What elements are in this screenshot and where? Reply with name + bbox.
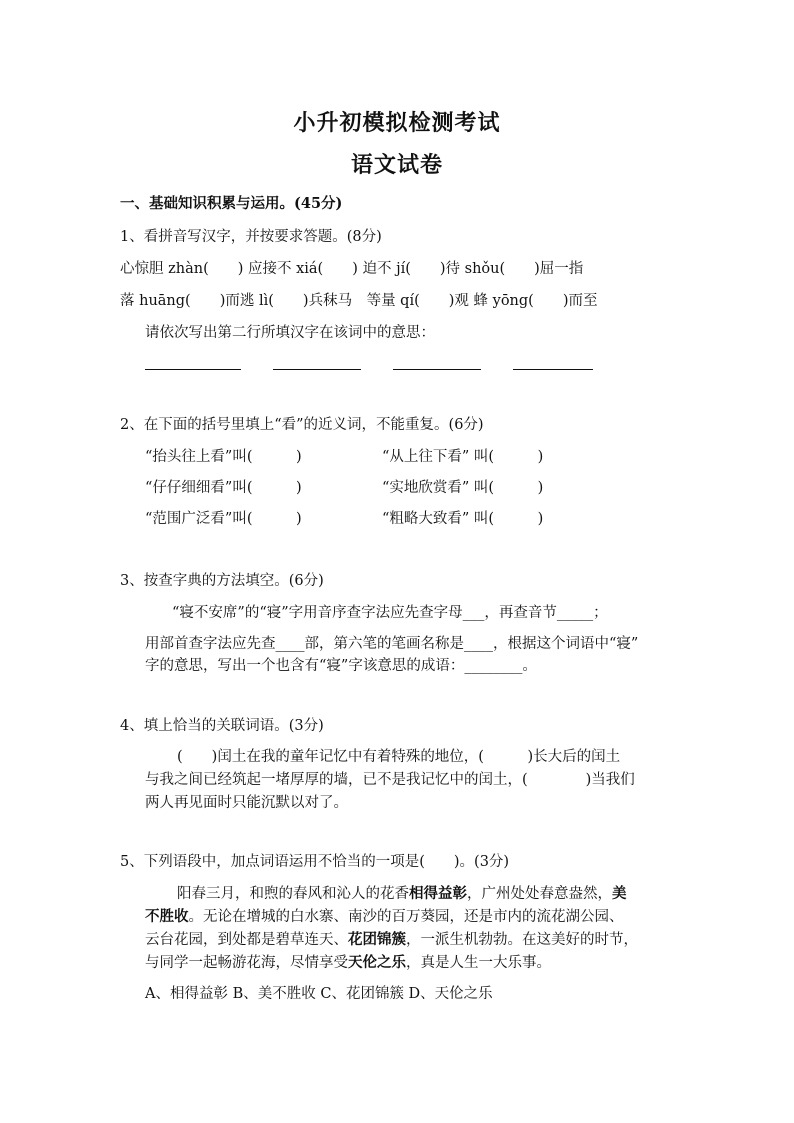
q1-instruction: 请依次写出第二行所填汉字在该词中的意思： [145,325,435,341]
q5-text: ，广州处处春意盎然， [467,886,612,902]
q5-dotted-term: 花团锦簇 [348,931,406,948]
answer-blank[interactable] [145,369,241,370]
q5-dotted-term: 美 [612,885,627,902]
q1-pinyin-row-1: 心惊胆 zhàn( ) 应接不 xiá( ) 迫不 jí( )待 shǒu( )屈一指 [120,261,584,277]
q3-line-3: 字的意思，写出一个也含有“寝”字该意思的成语：________。 [145,658,537,674]
answer-blank[interactable] [513,369,593,370]
q4-heading: 4、填上恰当的关联词语。(3分) [120,718,324,734]
q4-line-3: 两人再见面时只能沉默以对了。 [145,795,348,811]
q3-line-1: “寝不安席”的“寝”字用音序查字法应先查字母___，再查音节_____； [172,605,608,621]
q5-dotted-term: 相得益彰 [409,885,467,902]
answer-blank[interactable] [393,369,481,370]
q5-paragraph-line-2 [145,907,624,927]
answer-blank[interactable] [273,369,361,370]
section-1-heading: 一、基础知识积累与运用。(45分) [120,195,343,212]
exam-subtitle: 语文试卷 [350,152,443,178]
q5-heading: 5、下列语段中，加点词语运用不恰当的一项是( )。(3分) [120,854,510,870]
q2-item-right: “从上往下看” 叫( ) [382,449,544,465]
q2-item-left: “仔仔细细看”叫( ) [145,480,302,496]
q5-paragraph-line-1 [177,884,627,904]
q5-text: 云台花园，到处都是碧草连天、 [145,932,348,948]
q5-text: ，一派生机勃勃。在这美好的时节， [406,932,638,948]
q1-pinyin-row-2: 落 huāng( )而逃 lì( )兵秣马 等量 qí( )观 蜂 yōng( )而至 [120,293,598,309]
q1-heading: 1、看拼音写汉字，并按要求答题。(8分) [120,229,382,245]
q3-heading: 3、按查字典的方法填空。(6分) [120,573,324,589]
q5-text: 。无论在增城的白水寨、南沙的百万葵园，还是市内的流花湖公园、 [188,909,624,925]
q5-paragraph-line-4 [145,953,551,973]
q5-options: A、相得益彰 B、美不胜收 C、花团锦簇 D、天伦之乐 [145,986,493,1002]
q5-paragraph-line-3 [145,930,638,950]
q4-line-2: 与我之间已经筑起一堵厚厚的墙，已不是我记忆中的闰土，( )当我们 [145,772,635,788]
q5-text: 与同学一起畅游花海，尽情享受 [145,955,348,971]
q2-heading: 2、在下面的括号里填上“看”的近义词，不能重复。(6分) [120,417,484,433]
q2-item-right: “实地欣赏看” 叫( ) [382,480,544,496]
q4-line-1: ( )闰土在我的童年记忆中有着特殊的地位，( )长大后的闰土 [177,749,621,765]
q2-item-left: “范围广泛看”叫( ) [145,511,302,527]
q2-item-right: “粗略大致看” 叫( ) [382,511,544,527]
exam-title: 小升初模拟检测考试 [293,110,501,136]
q3-line-2: 用部首查字法应先查____部，第六笔的笔画名称是____，根据这个词语中“寝” [145,636,639,652]
q2-item-left: “抬头往上看”叫( ) [145,449,302,465]
q5-text: 阳春三月，和煦的春风和沁人的花香 [177,886,409,902]
q5-dotted-term: 不胜收 [145,908,189,925]
q5-text: ，真是人生一大乐事。 [406,955,551,971]
q5-dotted-term: 天伦之乐 [348,954,406,971]
